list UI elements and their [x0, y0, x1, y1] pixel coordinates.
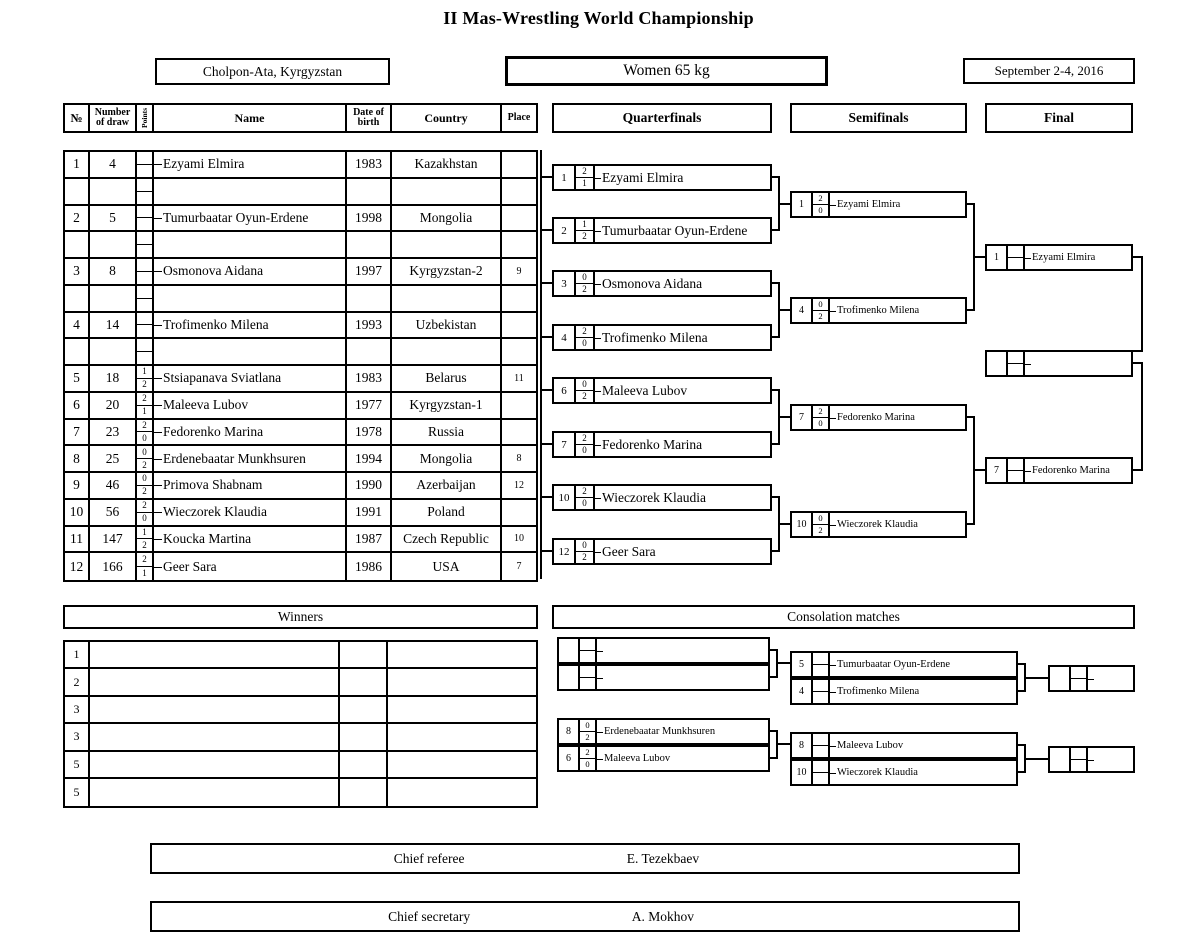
cell-country: Russia	[392, 420, 502, 445]
connector-line	[778, 523, 790, 525]
table-spacer-row	[65, 232, 536, 259]
location-box	[155, 58, 390, 85]
connector-line	[540, 282, 552, 284]
seed-number: 6	[554, 379, 576, 402]
cell-name: Primova Shabnam	[154, 473, 347, 498]
table-spacer-row	[65, 179, 536, 206]
qf-match-box	[552, 270, 772, 297]
cell-points: 2 1	[137, 553, 154, 580]
seed-number: 10	[792, 761, 813, 784]
athlete-name: Maleeva Lubov	[595, 379, 770, 402]
seed-number: 1	[554, 166, 576, 189]
consolation-match-box	[557, 637, 770, 664]
score-cell	[813, 761, 830, 784]
chief-referee-box	[150, 843, 1020, 874]
score-cell	[813, 653, 830, 676]
header-place: Place	[507, 111, 531, 123]
cell-points	[137, 179, 154, 204]
qf-match-box	[552, 164, 772, 191]
header-no: №	[65, 105, 90, 131]
cell-dob: 1983	[347, 152, 392, 177]
score-cell	[1071, 667, 1088, 690]
cell-dob: 1994	[347, 446, 392, 471]
rank-number: 3	[65, 724, 90, 749]
connector-line	[1133, 350, 1143, 352]
connector-line	[1024, 758, 1048, 760]
score-cell	[580, 639, 597, 662]
weight-category-box	[505, 56, 828, 86]
cell-points: 1 2	[137, 527, 154, 552]
athlete-name: Maleeva Lubov	[597, 747, 768, 770]
rank-number: 5	[65, 752, 90, 777]
cell-name: Stsiapanava Sviatlana	[154, 366, 347, 391]
table-row	[65, 313, 536, 340]
cell-draw: 14	[90, 313, 137, 338]
cell-no: 12	[65, 553, 90, 580]
score-cell: 0 2	[813, 299, 830, 322]
cell-country: Kyrgyzstan-1	[392, 393, 502, 418]
winner-last-cell	[388, 642, 536, 667]
rank-number: 3	[65, 697, 90, 722]
winner-name-cell	[90, 752, 340, 777]
cell-country: Mongolia	[392, 206, 502, 231]
qf-match-box	[552, 324, 772, 351]
athlete-name: Ezyami Elmira	[830, 193, 965, 216]
table-row	[65, 206, 536, 233]
cell-no: 2	[65, 206, 90, 231]
cell-country: Mongolia	[392, 446, 502, 471]
consolation-result-box	[1048, 665, 1135, 692]
cell-country: Czech Republic	[392, 527, 502, 552]
connector-line	[776, 743, 790, 745]
athlete-name: Geer Sara	[595, 540, 770, 563]
connector-line	[1141, 362, 1143, 471]
cell-no: 1	[65, 152, 90, 177]
table-row	[65, 366, 536, 393]
score-cell: 0 2	[576, 540, 595, 563]
connector-line	[540, 176, 552, 178]
score-cell: 0 2	[576, 379, 595, 402]
cell-dob: 1983	[347, 366, 392, 391]
consolation-match-box	[790, 678, 1018, 705]
cell-name: Wieczorek Klaudia	[154, 500, 347, 525]
table-row	[65, 553, 536, 580]
cell-no: 4	[65, 313, 90, 338]
cell-no: 8	[65, 446, 90, 471]
connector-line	[776, 662, 790, 664]
connector-line	[1141, 256, 1143, 352]
winner-last-cell	[388, 724, 536, 749]
table-row	[65, 527, 536, 554]
dates-text: September 2-4, 2016	[994, 63, 1104, 78]
score-cell: 2 0	[576, 486, 595, 509]
score-cell: 2 0	[813, 193, 830, 216]
cell-points: 2 0	[137, 500, 154, 525]
cell-dob: 1986	[347, 553, 392, 580]
cell-no: 6	[65, 393, 90, 418]
table-row	[65, 152, 536, 179]
seed-number: 10	[792, 513, 813, 536]
seed-number: 8	[559, 720, 580, 743]
athlete-name: Tumurbaatar Oyun-Erdene	[830, 653, 1016, 676]
winner-name-cell	[90, 779, 340, 806]
athlete-name: Fedorenko Marina	[595, 433, 770, 456]
score-cell	[1071, 748, 1088, 771]
final-match-box	[985, 457, 1133, 484]
connector-line	[540, 443, 552, 445]
seed-number	[1050, 748, 1071, 771]
cell-points	[137, 232, 154, 257]
athlete-name: Erdenebaatar Munkhsuren	[597, 720, 768, 743]
seed-number: 2	[554, 219, 576, 242]
athlete-name: Maleeva Lubov	[830, 734, 1016, 757]
score-cell: 2 0	[580, 747, 597, 770]
winners-header: Winners	[63, 605, 538, 629]
cell-place: 7	[516, 561, 522, 573]
sf-match-box	[790, 511, 967, 538]
seed-number: 7	[987, 459, 1008, 482]
winners-row	[65, 779, 536, 806]
cell-dob: 1998	[347, 206, 392, 231]
cell-country: Azerbaijan	[392, 473, 502, 498]
cell-place	[502, 393, 536, 418]
seed-number: 6	[559, 747, 580, 770]
header-points: Points	[137, 105, 154, 131]
rank-number: 1	[65, 642, 90, 667]
cell-place: 12	[514, 479, 524, 491]
consolation-result-box	[1048, 746, 1135, 773]
cell-place: 8	[516, 453, 522, 465]
winner-last-cell	[388, 779, 536, 806]
connector-line	[973, 256, 985, 258]
header-draw: Number of draw	[90, 105, 137, 131]
score-cell: 0 2	[576, 272, 595, 295]
seed-number	[987, 352, 1008, 375]
winner-name-cell	[90, 724, 340, 749]
cell-dob: 1993	[347, 313, 392, 338]
cell-name: Tumurbaatar Oyun-Erdene	[154, 206, 347, 231]
seed-number: 4	[792, 299, 813, 322]
table-row	[65, 393, 536, 420]
cell-points: 0 2	[137, 473, 154, 498]
winners-table	[63, 640, 538, 808]
score-cell: 2 0	[576, 433, 595, 456]
winner-last-cell	[388, 752, 536, 777]
cell-draw: 166	[90, 553, 137, 580]
cell-country: Kazakhstan	[392, 152, 502, 177]
final-match-box	[985, 350, 1133, 377]
athlete-name: Osmonova Aidana	[595, 272, 770, 295]
winner-name-cell	[90, 697, 340, 722]
seed-number: 3	[554, 272, 576, 295]
consolation-match-box	[790, 651, 1018, 678]
table-row	[65, 500, 536, 527]
athletes-table	[63, 150, 538, 582]
score-cell	[813, 680, 830, 703]
winner-small-cell	[340, 669, 388, 694]
score-cell: 1 2	[576, 219, 595, 242]
cell-points	[137, 259, 154, 284]
score-cell	[1008, 352, 1025, 375]
location-text: Cholpon-Ata, Kyrgyzstan	[202, 63, 343, 79]
cell-no: 9	[65, 473, 90, 498]
cell-name: Geer Sara	[154, 553, 347, 580]
athlete-name: Wieczorek Klaudia	[595, 486, 770, 509]
connector-line	[973, 469, 985, 471]
round-header-quarterfinals: Quarterfinals	[552, 103, 772, 133]
athlete-name: Trofimenko Milena	[595, 326, 770, 349]
official-name: A. Mokhov	[631, 908, 695, 924]
cell-name: Ezyami Elmira	[154, 152, 347, 177]
weight-category-text: Women 65 kg	[623, 62, 710, 79]
seed-number	[559, 666, 580, 689]
athlete-name	[1025, 352, 1131, 375]
cell-points	[137, 286, 154, 311]
athlete-name: Ezyami Elmira	[595, 166, 770, 189]
cell-dob: 1997	[347, 259, 392, 284]
seed-number	[559, 639, 580, 662]
cell-draw: 20	[90, 393, 137, 418]
connector-line	[540, 150, 542, 579]
seed-number: 8	[792, 734, 813, 757]
cell-place	[502, 206, 536, 231]
athlete-name: Trofimenko Milena	[830, 299, 965, 322]
header-name: Name	[154, 105, 347, 131]
table-spacer-row	[65, 286, 536, 313]
table-row	[65, 259, 536, 286]
seed-number: 12	[554, 540, 576, 563]
connector-line	[540, 389, 552, 391]
cell-points	[137, 313, 154, 338]
table-row	[65, 473, 536, 500]
connector-line	[778, 416, 790, 418]
cell-country: USA	[392, 553, 502, 580]
connector-line	[540, 550, 552, 552]
winners-row	[65, 752, 536, 779]
cell-place	[502, 313, 536, 338]
seed-number: 4	[554, 326, 576, 349]
consolation-match-box	[790, 732, 1018, 759]
connector-line	[540, 229, 552, 231]
qf-match-box	[552, 217, 772, 244]
cell-dob: 1990	[347, 473, 392, 498]
qf-match-box	[552, 431, 772, 458]
chief-secretary-box	[150, 901, 1020, 932]
cell-place	[502, 500, 536, 525]
cell-place: 10	[514, 533, 524, 545]
page-title: II Mas-Wrestling World Championship	[443, 8, 754, 28]
dates-box	[963, 58, 1135, 84]
athlete-name: Trofimenko Milena	[830, 680, 1016, 703]
cell-draw: 46	[90, 473, 137, 498]
qf-match-box	[552, 377, 772, 404]
cell-dob: 1977	[347, 393, 392, 418]
cell-place: 11	[514, 372, 524, 384]
cell-points: 2 0	[137, 420, 154, 445]
cell-country: Uzbekistan	[392, 313, 502, 338]
cell-draw: 4	[90, 152, 137, 177]
seed-number: 1	[792, 193, 813, 216]
cell-country: Kyrgyzstan-2	[392, 259, 502, 284]
athlete-name	[1088, 667, 1133, 690]
table-row	[65, 420, 536, 447]
cell-draw: 5	[90, 206, 137, 231]
winner-small-cell	[340, 642, 388, 667]
winners-row	[65, 697, 536, 724]
cell-points	[137, 339, 154, 364]
cell-dob: 1987	[347, 527, 392, 552]
winner-small-cell	[340, 779, 388, 806]
cell-points: 1 2	[137, 366, 154, 391]
consolation-header: Consolation matches	[552, 605, 1135, 629]
cell-name: Trofimenko Milena	[154, 313, 347, 338]
athletes-table-header	[63, 103, 538, 133]
cell-country: Belarus	[392, 366, 502, 391]
score-cell	[1008, 459, 1025, 482]
winners-row	[65, 669, 536, 696]
seed-number	[1050, 667, 1071, 690]
cell-name: Fedorenko Marina	[154, 420, 347, 445]
cell-country: Poland	[392, 500, 502, 525]
header-country: Country	[392, 105, 502, 131]
table-spacer-row	[65, 339, 536, 366]
round-header-semifinals: Semifinals	[790, 103, 967, 133]
cell-points	[137, 152, 154, 177]
athlete-name: Tumurbaatar Oyun-Erdene	[595, 219, 770, 242]
cell-no: 11	[65, 527, 90, 552]
cell-draw: 56	[90, 500, 137, 525]
header-dob: Date of birth	[347, 105, 392, 131]
winner-last-cell	[388, 697, 536, 722]
cell-no: 7	[65, 420, 90, 445]
connector-line	[1133, 469, 1143, 471]
winner-name-cell	[90, 669, 340, 694]
score-cell: 2 1	[576, 166, 595, 189]
cell-draw: 18	[90, 366, 137, 391]
connector-line	[540, 496, 552, 498]
cell-points: 0 2	[137, 446, 154, 471]
cell-draw: 25	[90, 446, 137, 471]
winner-small-cell	[340, 724, 388, 749]
cell-dob: 1991	[347, 500, 392, 525]
official-name: E. Tezekbaev	[626, 850, 700, 866]
seed-number: 10	[554, 486, 576, 509]
qf-match-box	[552, 538, 772, 565]
score-cell	[813, 734, 830, 757]
connector-line	[1024, 677, 1048, 679]
cell-place	[502, 420, 536, 445]
connector-line	[778, 203, 790, 205]
final-match-box	[985, 244, 1133, 271]
connector-line	[540, 336, 552, 338]
official-role: Chief referee	[393, 850, 465, 866]
winner-last-cell	[388, 669, 536, 694]
cell-name: Erdenebaatar Munkhsuren	[154, 446, 347, 471]
connector-line	[778, 309, 790, 311]
athlete-name: Fedorenko Marina	[1025, 459, 1131, 482]
cell-draw: 23	[90, 420, 137, 445]
round-header-final: Final	[985, 103, 1133, 133]
score-cell	[580, 666, 597, 689]
winner-small-cell	[340, 697, 388, 722]
athlete-name	[597, 639, 768, 662]
athlete-name	[1088, 748, 1133, 771]
seed-number: 4	[792, 680, 813, 703]
athlete-name: Ezyami Elmira	[1025, 246, 1131, 269]
seed-number: 7	[554, 433, 576, 456]
consolation-match-box	[557, 745, 770, 772]
table-row	[65, 446, 536, 473]
cell-no: 3	[65, 259, 90, 284]
consolation-match-box	[557, 664, 770, 691]
sf-match-box	[790, 297, 967, 324]
official-role: Chief secretary	[388, 908, 471, 924]
cell-name: Maleeva Lubov	[154, 393, 347, 418]
cell-no: 10	[65, 500, 90, 525]
score-cell: 2 0	[813, 406, 830, 429]
rank-number: 2	[65, 669, 90, 694]
consolation-match-box	[790, 759, 1018, 786]
cell-points: 2 1	[137, 393, 154, 418]
winner-small-cell	[340, 752, 388, 777]
qf-match-box	[552, 484, 772, 511]
cell-name: Koucka Martina	[154, 527, 347, 552]
athlete-name: Wieczorek Klaudia	[830, 761, 1016, 784]
cell-draw: 8	[90, 259, 137, 284]
winners-row	[65, 642, 536, 669]
score-cell: 0 2	[580, 720, 597, 743]
cell-place	[502, 152, 536, 177]
winners-row	[65, 724, 536, 751]
athlete-name: Fedorenko Marina	[830, 406, 965, 429]
cell-draw: 147	[90, 527, 137, 552]
sf-match-box	[790, 404, 967, 431]
sf-match-box	[790, 191, 967, 218]
rank-number: 5	[65, 779, 90, 806]
cell-no: 5	[65, 366, 90, 391]
seed-number: 5	[792, 653, 813, 676]
athlete-name: Wieczorek Klaudia	[830, 513, 965, 536]
athlete-name	[597, 666, 768, 689]
seed-number: 1	[987, 246, 1008, 269]
cell-dob: 1978	[347, 420, 392, 445]
score-cell	[1008, 246, 1025, 269]
winner-name-cell	[90, 642, 340, 667]
seed-number: 7	[792, 406, 813, 429]
cell-name: Osmonova Aidana	[154, 259, 347, 284]
consolation-match-box	[557, 718, 770, 745]
score-cell: 2 0	[576, 326, 595, 349]
cell-place: 9	[516, 265, 522, 277]
score-cell: 0 2	[813, 513, 830, 536]
cell-points	[137, 206, 154, 231]
